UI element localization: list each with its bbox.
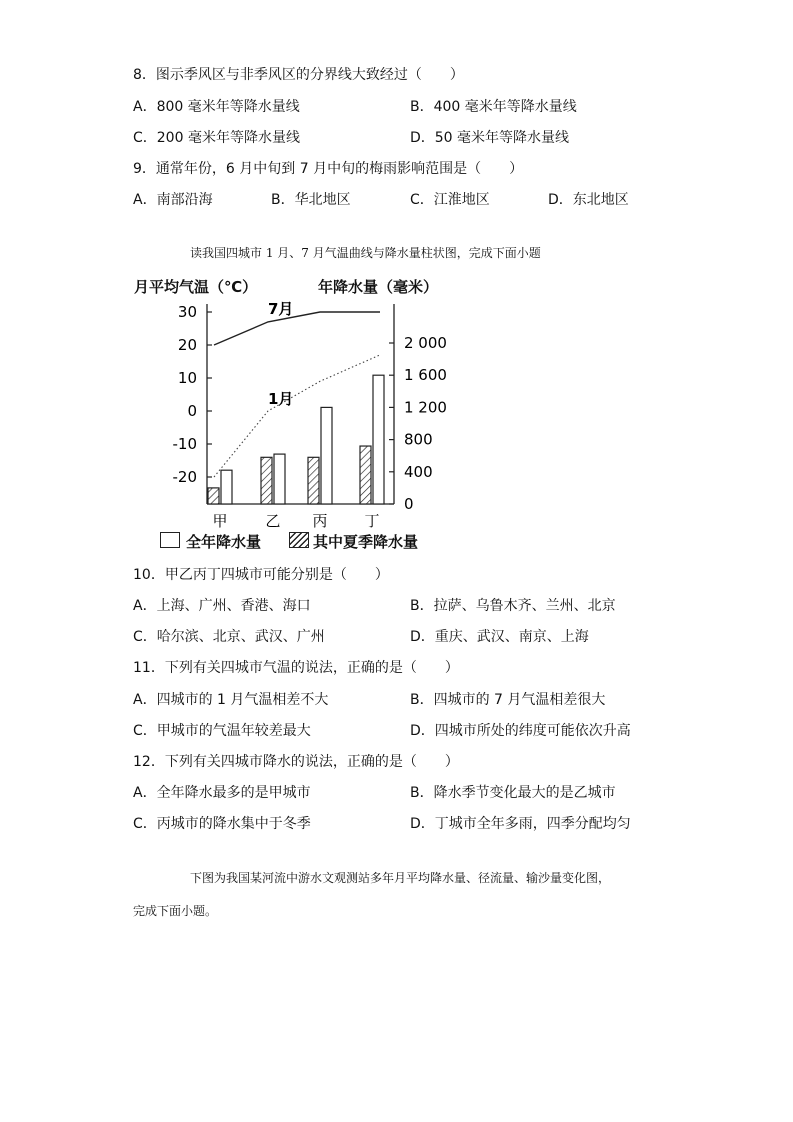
right-tick-label: 400 (404, 462, 433, 481)
question-9-option-a[interactable]: A．南部沿海 (133, 192, 213, 208)
left-tick-label: -20 (172, 468, 197, 486)
left-tick-label: 10 (177, 369, 197, 387)
left-axis-label: 月平均气温（℃） (134, 278, 258, 296)
category-label: 丙 (312, 512, 328, 530)
annual-precip-bar (373, 375, 384, 504)
question-10-option-d[interactable]: D．重庆、武汉、南京、上海 (410, 629, 589, 645)
climate-chart (130, 298, 450, 553)
legend-label-summer: 其中夏季降水量 (313, 533, 419, 551)
question-8-option-d[interactable]: D．50 毫米年等降水量线 (410, 130, 570, 146)
legend-swatch-summer (289, 532, 309, 548)
right-axis-label: 年降水量（毫米） (318, 278, 439, 296)
right-tick-label: 1 200 (404, 398, 447, 417)
annual-precip-bar (321, 407, 332, 504)
left-tick-label: 20 (177, 336, 197, 354)
july-line-label: 7月 (268, 300, 294, 318)
question-8-option-a[interactable]: A．800 毫米年等降水量线 (133, 99, 300, 115)
question-9-stem: 9．通常年份，6 月中旬到 7 月中旬的梅雨影响范围是（ ） (133, 161, 524, 177)
summer-precip-bar (208, 488, 219, 504)
question-10-option-c[interactable]: C．哈尔滨、北京、武汉、广州 (133, 629, 325, 645)
category-label: 丁 (364, 512, 380, 530)
left-tick-label: 30 (177, 303, 197, 321)
right-tick-label: 2 000 (404, 334, 447, 352)
summer-precip-bar (261, 457, 272, 504)
question-11-stem: 11．下列有关四城市气温的说法，正确的是（ ） (133, 660, 459, 676)
right-tick-label: 800 (404, 430, 433, 449)
question-10-stem: 10．甲乙丙丁四城市可能分别是（ ） (133, 567, 389, 583)
question-9-option-b[interactable]: B．华北地区 (271, 192, 351, 208)
question-11-option-d[interactable]: D．四城市所处的纬度可能依次升高 (410, 723, 631, 739)
legend-swatch-annual (160, 532, 180, 548)
july-temperature-line (214, 312, 380, 345)
question-12-option-a[interactable]: A．全年降水最多的是甲城市 (133, 785, 311, 801)
summer-precip-bar (360, 446, 371, 504)
question-12-option-d[interactable]: D．丁城市全年多雨，四季分配均匀 (410, 816, 631, 832)
legend-label-annual: 全年降水量 (186, 533, 262, 551)
question-11-option-c[interactable]: C．甲城市的气温年较差最大 (133, 723, 311, 739)
chart-intro-text: 读我国四城市 1 月、7 月气温曲线与降水量柱状图，完成下面小题 (190, 246, 541, 260)
next-chart-intro-line1: 下图为我国某河流中游水文观测站多年月平均降水量、径流量、输沙量变化图， (190, 871, 611, 885)
question-8-stem: 8．图示季风区与非季风区的分界线大致经过（ ） (133, 67, 464, 83)
january-temperature-line (214, 355, 380, 477)
question-12-option-b[interactable]: B．降水季节变化最大的是乙城市 (410, 785, 616, 801)
question-8-option-c[interactable]: C．200 毫米年等降水量线 (133, 130, 300, 146)
january-line-label: 1月 (268, 390, 294, 408)
annual-precip-bar (221, 470, 232, 504)
right-tick-label: 1 600 (404, 366, 447, 385)
question-11-option-a[interactable]: A．四城市的 1 月气温相差不大 (133, 692, 329, 708)
question-10-option-b[interactable]: B．拉萨、乌鲁木齐、兰州、北京 (410, 598, 616, 614)
left-tick-label: -10 (172, 435, 197, 453)
summer-precip-bar (308, 457, 319, 504)
category-label: 甲 (212, 512, 228, 530)
question-8-option-b[interactable]: B．400 毫米年等降水量线 (410, 99, 577, 115)
question-9-option-c[interactable]: C．江淮地区 (410, 192, 490, 208)
left-tick-label: 0 (187, 402, 197, 420)
question-12-option-c[interactable]: C．丙城市的降水集中于冬季 (133, 816, 311, 832)
annual-precip-bar (274, 454, 285, 504)
category-label: 乙 (265, 512, 281, 530)
question-11-option-b[interactable]: B．四城市的 7 月气温相差很大 (410, 692, 606, 708)
question-12-stem: 12．下列有关四城市降水的说法，正确的是（ ） (133, 754, 459, 770)
question-10-option-a[interactable]: A．上海、广州、香港、海口 (133, 598, 311, 614)
next-chart-intro-line2: 完成下面小题。 (133, 904, 218, 918)
question-9-option-d[interactable]: D．东北地区 (548, 192, 629, 208)
right-tick-label: 0 (404, 495, 414, 513)
